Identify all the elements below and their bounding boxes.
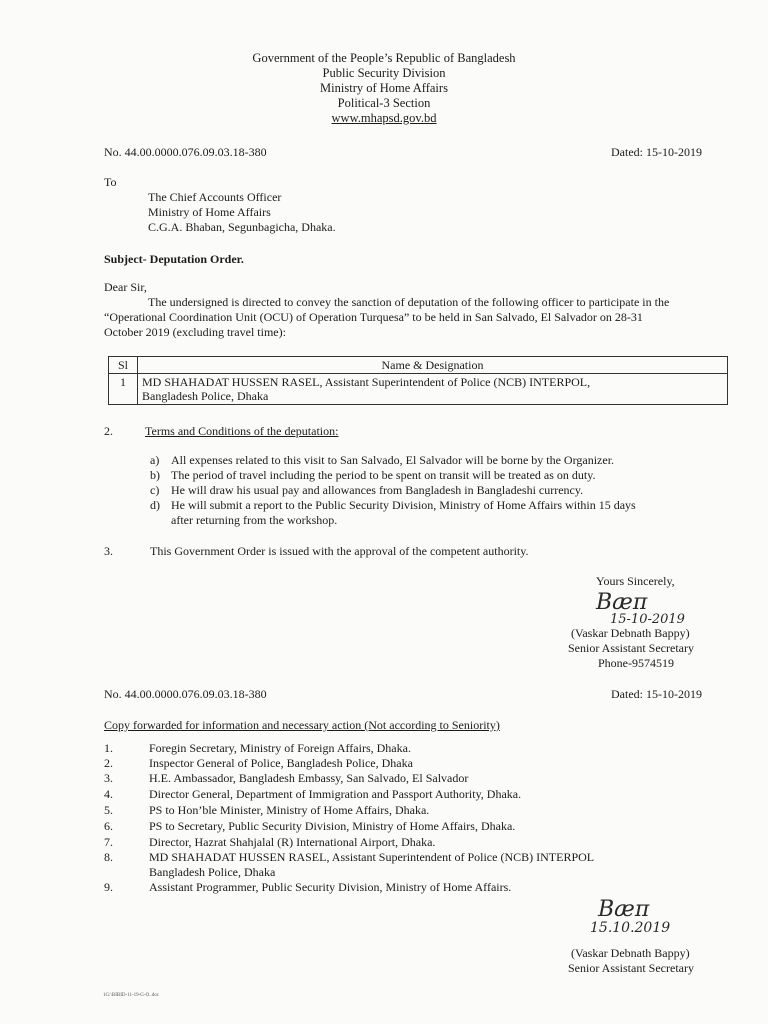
signature-date-2: 15.10.2019 — [590, 920, 671, 936]
signatory-title-1: Senior Assistant Secretary — [568, 641, 694, 655]
list-item: PS to Secretary, Public Security Division, Ministry of Home Affairs, Dhaka. — [149, 819, 516, 833]
list-item: H.E. Ambassador, Bangladesh Embassy, San Salvado, El Salvador — [149, 771, 469, 785]
copy-forward-title: Copy forwarded for information and necessary action (Not according to Seniority) — [104, 718, 500, 732]
signatory-name-2: (Vaskar Debnath Bappy) — [571, 946, 690, 960]
term-d-letter: d) — [150, 498, 160, 512]
signatory-phone: Phone-9574519 — [598, 656, 674, 670]
footer-file-code: 1G:\BIBID-11-19-G-O..doc — [103, 993, 159, 998]
list-item: MD SHAHADAT HUSSEN RASEL, Assistant Superintendent of Police (NCB) INTERPOL — [149, 850, 595, 864]
signature-scribble-1: Bæπ — [596, 590, 648, 615]
officer-table — [108, 356, 728, 405]
list-item: Assistant Programmer, Public Security Division, Ministry of Home Affairs. — [149, 880, 512, 894]
list-item: Foregin Secretary, Ministry of Foreign Affairs, Dhaka. — [149, 741, 411, 755]
row-name-designation — [138, 374, 728, 405]
list-item-number: 6. — [104, 819, 113, 833]
closing: Yours Sincerely, — [596, 574, 675, 588]
signature-scribble-2: Bæπ — [598, 897, 650, 922]
list-item: Director General, Department of Immigration and Passport Authority, Dhaka. — [149, 787, 522, 801]
term-d-text: He will submit a report to the Public Security Division, Ministry of Home Affairs within 15 days — [171, 498, 636, 512]
list-item-number: 7. — [104, 835, 113, 849]
term-b-letter: b) — [150, 468, 160, 482]
term-a-letter: a) — [150, 453, 160, 467]
list-item-number: 1. — [104, 741, 113, 755]
col-header-sl: Sl — [109, 357, 138, 374]
list-item-number: 5. — [104, 803, 113, 817]
list-item-number: 9. — [104, 880, 113, 894]
term-d-text-cont: after returning from the workshop. — [171, 513, 338, 527]
body-line-1: The undersigned is directed to convey the sanction of deputation of the following officer to participate in the — [148, 295, 670, 309]
list-item-number: 3. — [104, 771, 113, 785]
to-label: To — [104, 175, 117, 189]
row-name-line-1: MD SHAHADAT HUSSEN RASEL, Assistant Superintendent of Police (NCB) INTERPOL, — [142, 375, 591, 389]
term-c-letter: c) — [150, 483, 160, 497]
signature-date-1: 15-10-2019 — [610, 612, 685, 627]
addressee-line-1: The Chief Accounts Officer — [148, 190, 282, 204]
list-item-cont: Bangladesh Police, Dhaka — [149, 865, 276, 879]
terms-title: Terms and Conditions of the deputation: — [145, 424, 339, 438]
reference-date: Dated: 15-10-2019 — [611, 145, 702, 159]
addressee-line-3: C.G.A. Bhaban, Segunbagicha, Dhaka. — [148, 220, 336, 234]
header-line-division: Public Security Division — [322, 66, 446, 80]
salutation: Dear Sir, — [104, 280, 147, 294]
header-line-ministry: Ministry of Home Affairs — [320, 81, 448, 95]
addressee-line-2: Ministry of Home Affairs — [148, 205, 271, 219]
term-a-text: All expenses related to this visit to San Salvado, El Salvador will be borne by the Organizer. — [171, 453, 615, 467]
term-b-text: The period of travel including the period to be spent on transit will be treated as on duty. — [171, 468, 596, 482]
list-item: Inspector General of Police, Bangladesh Police, Dhaka — [149, 756, 413, 770]
signatory-title-2: Senior Assistant Secretary — [568, 961, 694, 975]
signatory-name-1: (Vaskar Debnath Bappy) — [571, 626, 690, 640]
list-item-number: 2. — [104, 756, 113, 770]
row-name-line-2: Bangladesh Police, Dhaka — [142, 389, 269, 403]
subject-line: Subject- Deputation Order. — [104, 252, 244, 266]
table-row — [109, 374, 728, 405]
reference-date-2: Dated: 15-10-2019 — [611, 687, 702, 701]
row-sl: 1 — [109, 374, 138, 405]
col-header-name: Name & Designation — [138, 357, 728, 374]
term-c-text: He will draw his usual pay and allowances from Bangladesh in Bangladeshi currency. — [171, 483, 584, 497]
list-item-number: 4. — [104, 787, 113, 801]
list-item: Director, Hazrat Shahjalal (R) International Airport, Dhaka. — [149, 835, 436, 849]
header-website-link[interactable]: www.mhapsd.gov.bd — [331, 111, 437, 125]
body-line-3: October 2019 (excluding travel time): — [104, 325, 286, 339]
reference-number-2: No. 44.00.0000.076.09.03.18-380 — [104, 687, 267, 701]
header-line-government: Government of the People’s Republic of Bangladesh — [252, 51, 516, 65]
terms-number: 2. — [104, 424, 113, 438]
point-3-text: This Government Order is issued with the approval of the competent authority. — [150, 544, 529, 558]
list-item: PS to Hon’ble Minister, Ministry of Home Affairs, Dhaka. — [149, 803, 430, 817]
table-header-row — [109, 357, 728, 374]
list-item-number: 8. — [104, 850, 113, 864]
header-line-section: Political-3 Section — [337, 96, 431, 110]
reference-number: No. 44.00.0000.076.09.03.18-380 — [104, 145, 267, 159]
point-3-number: 3. — [104, 544, 113, 558]
body-line-2: “Operational Coordination Unit (OCU) of Operation Turquesa” to be held in San Salvado, El Salvador on 28-31 — [104, 310, 643, 324]
